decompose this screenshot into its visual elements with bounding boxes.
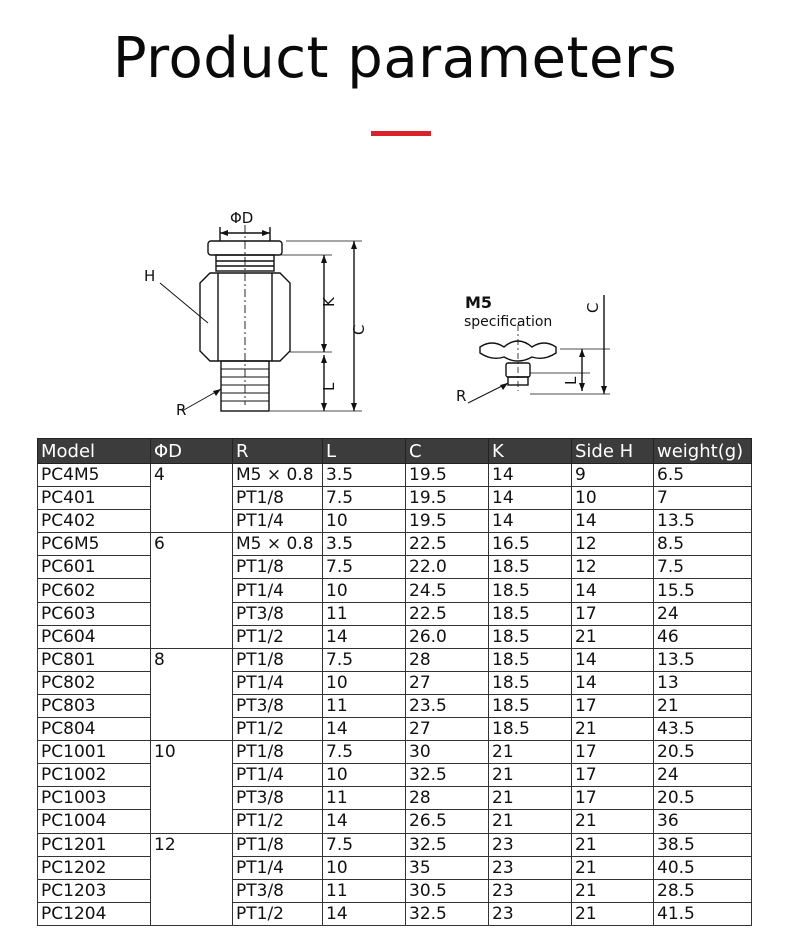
table-row bbox=[38, 833, 752, 856]
table-row bbox=[38, 787, 752, 810]
table-cell: 14 bbox=[489, 487, 572, 510]
table-cell: 7.5 bbox=[323, 556, 406, 579]
table-cell: 14 bbox=[572, 510, 654, 533]
table-cell: PC1203 bbox=[38, 879, 151, 902]
table-cell: 14 bbox=[323, 625, 406, 648]
table-cell: 12 bbox=[151, 833, 233, 925]
table-cell: 8.5 bbox=[654, 533, 752, 556]
table-cell: PT1/2 bbox=[233, 625, 323, 648]
table-cell: 21 bbox=[654, 694, 752, 717]
col-header: C bbox=[406, 439, 489, 464]
table-cell: 18.5 bbox=[489, 556, 572, 579]
table-cell: 17 bbox=[572, 787, 654, 810]
table-cell: PC804 bbox=[38, 718, 151, 741]
table-cell: 21 bbox=[489, 741, 572, 764]
table-row bbox=[38, 510, 752, 533]
table-cell: 17 bbox=[572, 694, 654, 717]
table-cell: 24 bbox=[654, 764, 752, 787]
table-cell: 23 bbox=[489, 833, 572, 856]
table-row bbox=[38, 902, 752, 925]
table-cell: 10 bbox=[323, 510, 406, 533]
table-cell: 36 bbox=[654, 810, 752, 833]
table-cell: 23 bbox=[489, 902, 572, 925]
table-cell: 30 bbox=[406, 741, 489, 764]
table-cell: 3.5 bbox=[323, 464, 406, 487]
table-cell: 14 bbox=[489, 510, 572, 533]
table-cell: PT3/8 bbox=[233, 602, 323, 625]
h-label: H bbox=[144, 267, 156, 285]
table-cell: PC601 bbox=[38, 556, 151, 579]
col-header: ΦD bbox=[151, 439, 233, 464]
table-cell: PT1/8 bbox=[233, 833, 323, 856]
table-cell: 17 bbox=[572, 602, 654, 625]
table-cell: 21 bbox=[572, 810, 654, 833]
col-header: Side H bbox=[572, 439, 654, 464]
table-cell: PC604 bbox=[38, 625, 151, 648]
table-cell: PT3/8 bbox=[233, 694, 323, 717]
table-cell: 35 bbox=[406, 856, 489, 879]
table-cell: 23 bbox=[489, 856, 572, 879]
col-header: weight(g) bbox=[654, 439, 752, 464]
table-cell: PT1/2 bbox=[233, 718, 323, 741]
table-cell: 13.5 bbox=[654, 648, 752, 671]
table-cell: 24.5 bbox=[406, 579, 489, 602]
table-cell: PT1/8 bbox=[233, 487, 323, 510]
table-cell: 14 bbox=[489, 464, 572, 487]
table-cell: 21 bbox=[572, 625, 654, 648]
table-cell: 24 bbox=[654, 602, 752, 625]
table-cell: 26.5 bbox=[406, 810, 489, 833]
m5-r-label: R bbox=[456, 387, 467, 405]
table-cell: 13 bbox=[654, 671, 752, 694]
table-row bbox=[38, 694, 752, 717]
table-cell: 18.5 bbox=[489, 671, 572, 694]
table-cell: 7.5 bbox=[323, 833, 406, 856]
table-cell: 17 bbox=[572, 741, 654, 764]
table-cell: 21 bbox=[572, 718, 654, 741]
table-cell: 17 bbox=[572, 764, 654, 787]
table-cell: 18.5 bbox=[489, 718, 572, 741]
table-cell: 43.5 bbox=[654, 718, 752, 741]
table-cell: PT1/4 bbox=[233, 671, 323, 694]
table-cell: 7.5 bbox=[323, 648, 406, 671]
table-cell: 21 bbox=[489, 787, 572, 810]
col-header: R bbox=[233, 439, 323, 464]
table-cell: M5 × 0.8 bbox=[233, 464, 323, 487]
table-cell: 6.5 bbox=[654, 464, 752, 487]
table-cell: 27 bbox=[406, 671, 489, 694]
table-cell: 16.5 bbox=[489, 533, 572, 556]
table-cell: 14 bbox=[323, 810, 406, 833]
table-cell: 7.5 bbox=[654, 556, 752, 579]
table-cell: 7.5 bbox=[323, 741, 406, 764]
table-cell: 21 bbox=[572, 879, 654, 902]
table-cell: PC6M5 bbox=[38, 533, 151, 556]
table-cell: PC1003 bbox=[38, 787, 151, 810]
table-row bbox=[38, 648, 752, 671]
table-row bbox=[38, 556, 752, 579]
table-cell: 41.5 bbox=[654, 902, 752, 925]
table-cell: PC602 bbox=[38, 579, 151, 602]
table-cell: 11 bbox=[323, 787, 406, 810]
m5-l-label: L bbox=[562, 376, 580, 385]
table-cell: 14 bbox=[572, 648, 654, 671]
table-cell: PC802 bbox=[38, 671, 151, 694]
table-cell: 11 bbox=[323, 879, 406, 902]
table-cell: PT1/4 bbox=[233, 764, 323, 787]
table-cell: PT1/8 bbox=[233, 741, 323, 764]
table-cell: 18.5 bbox=[489, 579, 572, 602]
table-cell: 11 bbox=[323, 602, 406, 625]
table-cell: 23 bbox=[489, 879, 572, 902]
table-cell: 7.5 bbox=[323, 487, 406, 510]
table-cell: PC4M5 bbox=[38, 464, 151, 487]
table-row bbox=[38, 879, 752, 902]
od-label: ΦD bbox=[230, 209, 254, 227]
table-row bbox=[38, 810, 752, 833]
table-cell: 14 bbox=[572, 579, 654, 602]
table-cell: 14 bbox=[323, 902, 406, 925]
table-cell: 21 bbox=[572, 856, 654, 879]
table-cell: PT1/2 bbox=[233, 810, 323, 833]
table-cell: 9 bbox=[572, 464, 654, 487]
table-cell: PC1004 bbox=[38, 810, 151, 833]
table-cell: PC803 bbox=[38, 694, 151, 717]
table-cell: PT3/8 bbox=[233, 787, 323, 810]
table-cell: 6 bbox=[151, 533, 233, 648]
table-row bbox=[38, 625, 752, 648]
table-cell: 10 bbox=[323, 856, 406, 879]
table-cell: 26.0 bbox=[406, 625, 489, 648]
table-cell: 10 bbox=[572, 487, 654, 510]
table-cell: 28.5 bbox=[654, 879, 752, 902]
table-cell: 22.5 bbox=[406, 533, 489, 556]
table-cell: 10 bbox=[323, 579, 406, 602]
table-cell: 18.5 bbox=[489, 625, 572, 648]
page-title: Product parameters bbox=[112, 26, 678, 91]
table-cell: 32.5 bbox=[406, 833, 489, 856]
table-cell: PT1/4 bbox=[233, 510, 323, 533]
table-cell: PC1201 bbox=[38, 833, 151, 856]
table-cell: 10 bbox=[151, 741, 233, 833]
table-cell: 32.5 bbox=[406, 764, 489, 787]
table-cell: 32.5 bbox=[406, 902, 489, 925]
table-cell: 10 bbox=[323, 671, 406, 694]
table-cell: 40.5 bbox=[654, 856, 752, 879]
table-cell: 7 bbox=[654, 487, 752, 510]
table-cell: 28 bbox=[406, 787, 489, 810]
table-cell: 18.5 bbox=[489, 648, 572, 671]
table-cell: 21 bbox=[572, 833, 654, 856]
table-cell: 19.5 bbox=[406, 510, 489, 533]
col-header: Model bbox=[38, 439, 151, 464]
table-cell: 10 bbox=[323, 764, 406, 787]
title-accent-bar bbox=[371, 131, 431, 136]
table-cell: M5 × 0.8 bbox=[233, 533, 323, 556]
m5-label: M5 bbox=[465, 293, 493, 312]
table-cell: 19.5 bbox=[406, 464, 489, 487]
table-cell: PT1/8 bbox=[233, 648, 323, 671]
table-cell: 21 bbox=[572, 902, 654, 925]
table-header-row bbox=[38, 439, 752, 464]
table-row bbox=[38, 764, 752, 787]
table-cell: PC801 bbox=[38, 648, 151, 671]
table-cell: PT1/4 bbox=[233, 856, 323, 879]
m5-specification-label: specification bbox=[464, 314, 553, 330]
k-label: K bbox=[320, 297, 338, 307]
table-row bbox=[38, 464, 752, 487]
table-cell: 14 bbox=[323, 718, 406, 741]
col-header: K bbox=[489, 439, 572, 464]
table-row bbox=[38, 856, 752, 879]
table-cell: PT1/2 bbox=[233, 902, 323, 925]
table-cell: 23.5 bbox=[406, 694, 489, 717]
table-cell: 15.5 bbox=[654, 579, 752, 602]
table-cell: 4 bbox=[151, 464, 233, 533]
table-cell: 20.5 bbox=[654, 741, 752, 764]
table-cell: PC1202 bbox=[38, 856, 151, 879]
table-cell: PC603 bbox=[38, 602, 151, 625]
table-cell: 3.5 bbox=[323, 533, 406, 556]
table-row bbox=[38, 718, 752, 741]
table-row bbox=[38, 671, 752, 694]
table-cell: PC401 bbox=[38, 487, 151, 510]
table-row bbox=[38, 533, 752, 556]
c-label: C bbox=[350, 324, 368, 335]
table-cell: 30.5 bbox=[406, 879, 489, 902]
table-cell: PT1/8 bbox=[233, 556, 323, 579]
m5-c-label: C bbox=[584, 302, 602, 313]
table-cell: 8 bbox=[151, 648, 233, 740]
table-cell: 12 bbox=[572, 533, 654, 556]
table-cell: 20.5 bbox=[654, 787, 752, 810]
table-cell: 18.5 bbox=[489, 694, 572, 717]
table-cell: 27 bbox=[406, 718, 489, 741]
table-row bbox=[38, 741, 752, 764]
table-cell: PT3/8 bbox=[233, 879, 323, 902]
table-cell: 22.0 bbox=[406, 556, 489, 579]
table-cell: PC1204 bbox=[38, 902, 151, 925]
table-row bbox=[38, 602, 752, 625]
table-cell: PC402 bbox=[38, 510, 151, 533]
table-body bbox=[38, 464, 752, 926]
table-cell: 12 bbox=[572, 556, 654, 579]
table-cell: 14 bbox=[572, 671, 654, 694]
table-cell: 28 bbox=[406, 648, 489, 671]
table-cell: 38.5 bbox=[654, 833, 752, 856]
fitting-drawing bbox=[120, 195, 680, 435]
col-header: L bbox=[323, 439, 406, 464]
table-cell: 19.5 bbox=[406, 487, 489, 510]
table-row bbox=[38, 579, 752, 602]
table-cell: 22.5 bbox=[406, 602, 489, 625]
table-cell: 18.5 bbox=[489, 602, 572, 625]
parameters-table bbox=[37, 438, 752, 926]
table-cell: PC1001 bbox=[38, 741, 151, 764]
table-cell: 11 bbox=[323, 694, 406, 717]
table-row bbox=[38, 487, 752, 510]
table-cell: PC1002 bbox=[38, 764, 151, 787]
r-label: R bbox=[176, 401, 187, 419]
l-label: L bbox=[320, 382, 338, 391]
table-cell: 21 bbox=[489, 764, 572, 787]
table-cell: PT1/4 bbox=[233, 579, 323, 602]
table-cell: 46 bbox=[654, 625, 752, 648]
table-cell: 21 bbox=[489, 810, 572, 833]
table-cell: 13.5 bbox=[654, 510, 752, 533]
